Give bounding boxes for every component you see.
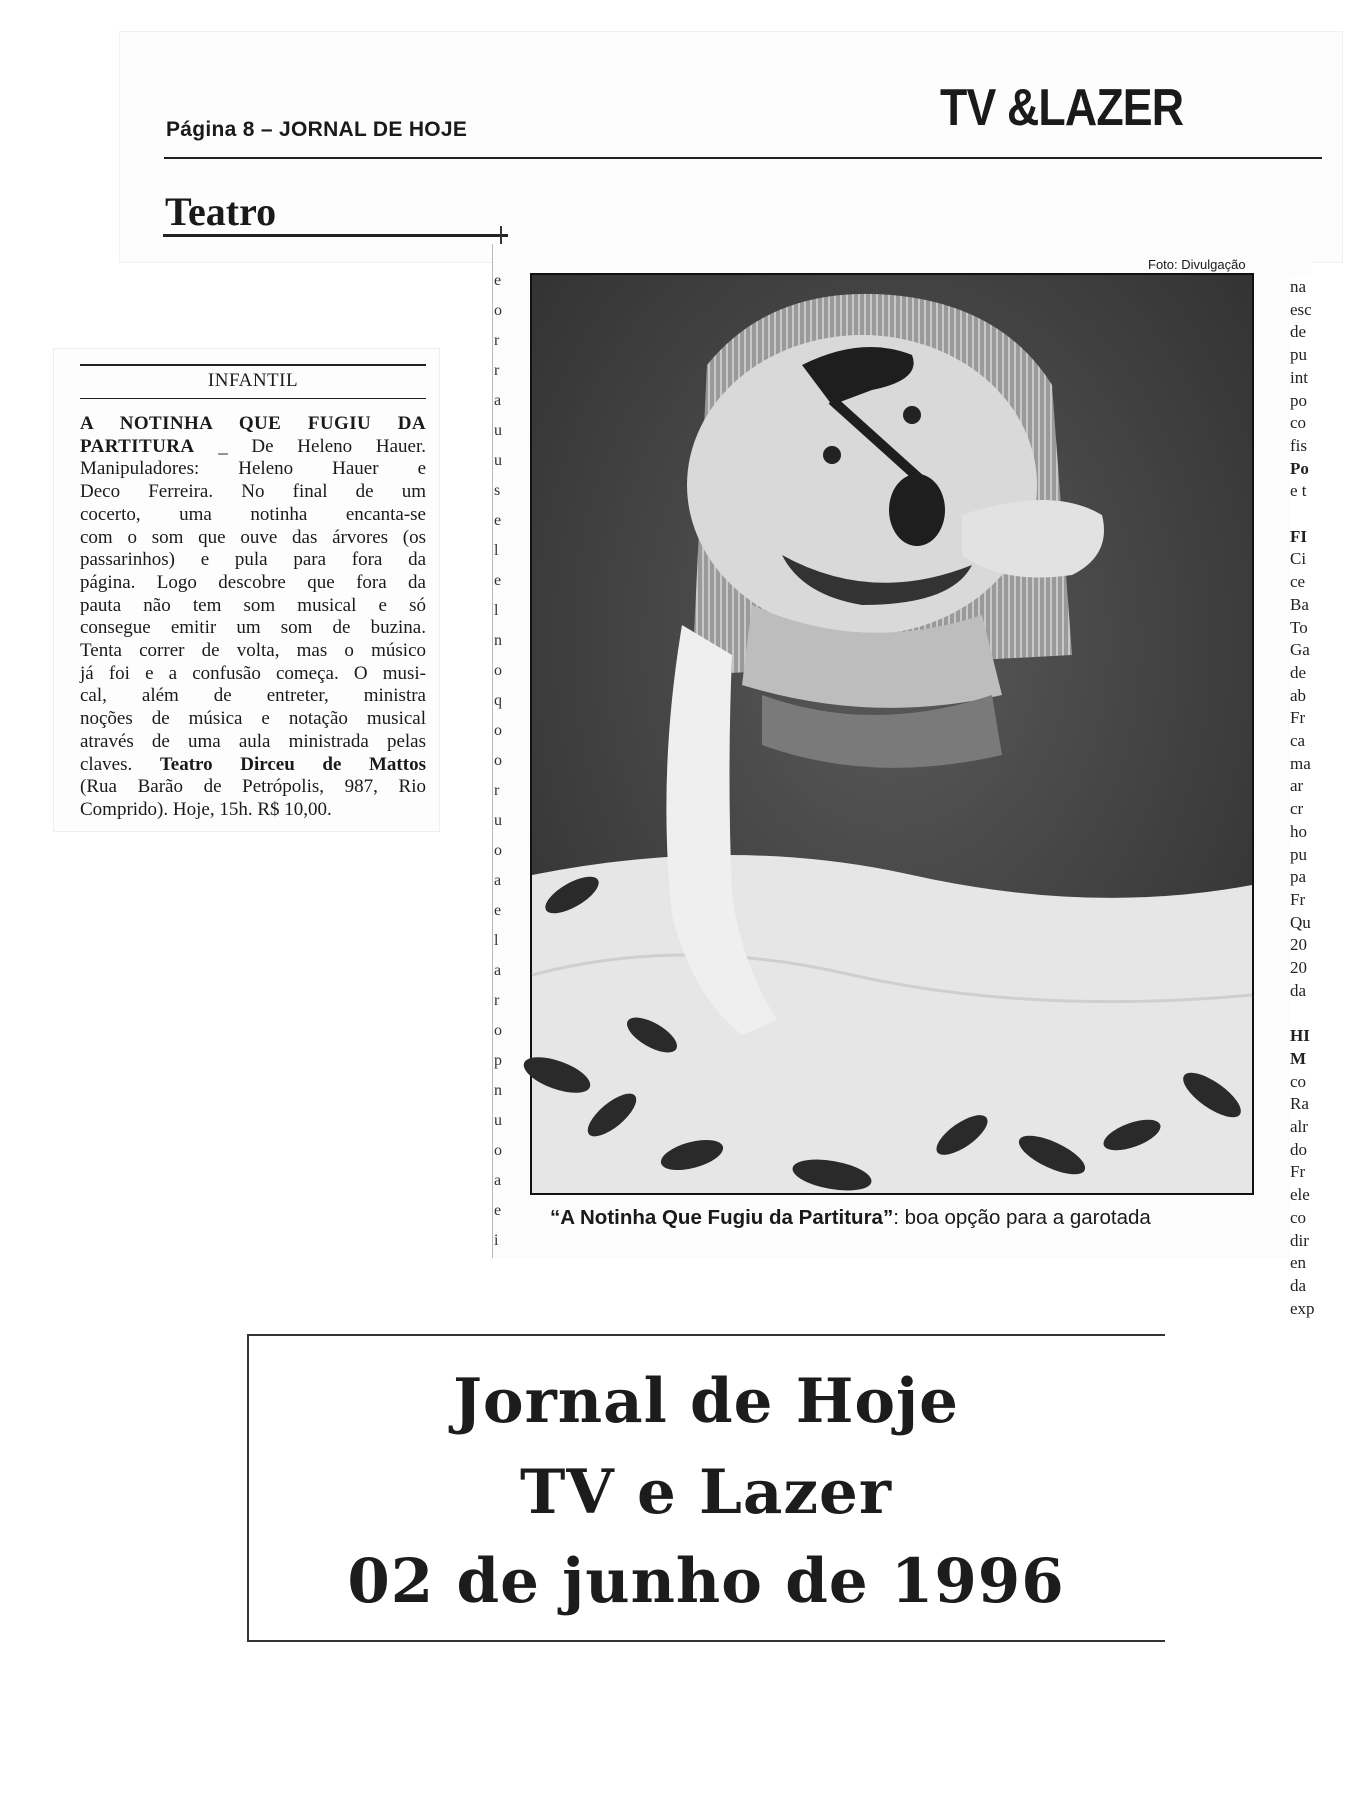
cut-text-fragment: M <box>1290 1048 1307 1068</box>
label-section: TV e Lazer <box>519 1457 892 1528</box>
listing-text: Manipuladores: Heleno Hauer e <box>80 458 426 480</box>
cut-text-fragment: e <box>494 902 502 919</box>
cut-text-fragment: o <box>494 302 502 319</box>
cut-text-fragment: Qu <box>1290 912 1311 932</box>
listing-text: através de uma aula ministrada pelas <box>80 730 426 752</box>
page-reference: Página 8 – JORNAL DE HOJE <box>166 118 468 141</box>
listing-line <box>80 617 426 640</box>
cut-text-fragment: n <box>494 632 502 649</box>
listing-bottom-rule <box>80 398 426 399</box>
cut-text-fragment: ce <box>1290 572 1306 592</box>
clipping-edge <box>492 244 493 1258</box>
listing-venue: Teatro Dirceu de Mattos <box>159 753 426 775</box>
listing-text: passarinhos) e pula para fora da <box>80 549 426 571</box>
cut-text-fragment: i <box>494 1232 499 1249</box>
cut-text-fragment: Fr <box>1290 1162 1306 1182</box>
cut-text-fragment: a <box>494 392 502 409</box>
cut-text-fragment: dir <box>1290 1230 1309 1250</box>
cut-text-fragment: ele <box>1290 1185 1310 1205</box>
cut-text-fragment: pu <box>1290 844 1307 864</box>
cut-text-fragment: r <box>494 362 500 379</box>
photo-credit: Foto: Divulgação <box>1148 257 1246 272</box>
listing-line <box>80 708 426 731</box>
listing-line <box>80 572 426 595</box>
section-title: TV &LAZER <box>940 79 1184 137</box>
cut-text-fragment: co <box>1290 1207 1307 1227</box>
cut-text-fragment: r <box>494 782 500 799</box>
cut-text-fragment: en <box>1290 1253 1307 1273</box>
cut-text-fragment: 20 <box>1290 958 1307 978</box>
listing-line <box>80 640 426 663</box>
puppet-illustration <box>532 275 1252 1193</box>
cut-text-fragment <box>1290 503 1326 526</box>
cut-text-fragment: l <box>494 932 499 949</box>
cut-text-fragment: a <box>494 962 502 979</box>
listing-line <box>80 754 426 777</box>
cut-text-fragment: Po <box>1290 458 1309 478</box>
listing-text: noções de música e notação musical <box>80 708 426 730</box>
cut-text-fragment: s <box>494 482 501 499</box>
listing-text: já foi e a confusão começa. O musi- <box>80 662 426 684</box>
cut-text-fragment: Ra <box>1290 1094 1309 1114</box>
label-date: 02 de junho de 1996 <box>347 1546 1065 1617</box>
cut-text-fragment: pu <box>1290 345 1307 365</box>
listing-text: Comprido). Hoje, 15h. R$ 10,00. <box>80 798 332 820</box>
listing-line <box>80 799 426 822</box>
cut-column-right <box>1290 276 1326 1318</box>
cut-text-fragment: Fr <box>1290 889 1306 909</box>
cut-text-fragment: na <box>1290 277 1307 296</box>
listing-text: (Rua Barão de Petrópolis, 987, Rio <box>80 776 426 798</box>
cut-text-fragment: o <box>494 1142 502 1159</box>
cut-text-fragment: Ci <box>1290 549 1307 569</box>
cut-text-fragment: u <box>494 1112 502 1129</box>
cut-text-fragment: u <box>494 422 502 439</box>
cut-text-fragment: n <box>494 1082 502 1099</box>
cut-text-fragment: esc <box>1290 299 1312 319</box>
listing-text: _ De Heleno Hauer. <box>194 435 426 457</box>
cut-text-fragment: a <box>494 1172 502 1189</box>
cut-text-fragment: e <box>494 572 502 589</box>
header-rule <box>164 157 1322 159</box>
cut-text-fragment: ab <box>1290 685 1307 705</box>
label-newspaper: Jornal de Hoje <box>453 1366 959 1437</box>
cut-text-fragment: r <box>494 992 500 1009</box>
cut-text-fragment: To <box>1290 617 1308 637</box>
listing-category: INFANTIL <box>207 370 299 391</box>
cut-text-fragment: a <box>494 872 502 889</box>
subsection-rule <box>163 234 508 237</box>
cut-text-fragment: e <box>494 1202 502 1219</box>
cut-text-fragment: do <box>1290 1139 1307 1159</box>
cut-text-fragment: co <box>1290 413 1307 433</box>
cut-text-fragment: cr <box>1290 799 1304 819</box>
listing-line <box>80 458 426 481</box>
puppet-photo <box>530 273 1254 1195</box>
listing-line <box>80 595 426 618</box>
listing-text: Tenta correr de volta, mas o músico <box>80 640 426 662</box>
listing-top-rule <box>80 364 426 366</box>
cut-text-fragment: Fr <box>1290 708 1306 728</box>
cut-text-fragment: e <box>494 272 502 289</box>
listing-text: cal, além de entreter, ministra <box>80 685 426 707</box>
listing-line <box>80 731 426 754</box>
cut-text-fragment: da <box>1290 980 1307 1000</box>
cut-text-fragment: po <box>1290 390 1307 410</box>
listing-line <box>80 504 426 527</box>
header-clipping <box>120 32 1342 262</box>
photo-caption <box>550 1206 1151 1230</box>
listing-text: claves. <box>80 753 160 775</box>
cut-text-fragment: o <box>494 752 502 769</box>
listing-line <box>80 413 426 436</box>
listing-line <box>80 481 426 504</box>
cut-text-fragment: fis <box>1290 435 1307 455</box>
cut-text-fragment: Ga <box>1290 640 1310 660</box>
listing-text: página. Logo descobre que fora da <box>80 571 426 593</box>
cut-text-fragment: int <box>1290 367 1308 387</box>
cut-text-fragment: e t <box>1290 481 1307 501</box>
cut-text-fragment: o <box>494 722 502 739</box>
listing-text: com o som que ouve das árvores (os <box>80 526 426 548</box>
cut-column-left <box>494 266 508 1256</box>
caption-title: “A Notinha Que Fugiu da Partitura” <box>550 1206 894 1229</box>
listing-text: cocerto, uma notinha encanta-se <box>80 503 426 525</box>
cut-text-fragment: da <box>1290 1275 1307 1295</box>
listing-line <box>80 776 426 799</box>
cut-text-fragment: l <box>494 542 499 559</box>
cut-text-fragment: o <box>494 842 502 859</box>
cut-text-fragment: de <box>1290 662 1307 682</box>
subsection-title: Teatro <box>165 189 277 234</box>
cut-text-fragment: FI <box>1290 526 1307 546</box>
caption-text: : boa opção para a garotada <box>893 1206 1151 1229</box>
cut-text-fragment: ho <box>1290 821 1307 841</box>
cut-text-fragment: exp <box>1290 1298 1315 1318</box>
cut-text-fragment: e <box>494 512 502 529</box>
listing-line <box>80 685 426 708</box>
cut-text-fragment: HI <box>1290 1026 1310 1046</box>
cut-text-fragment: 20 <box>1290 935 1307 955</box>
cut-text-fragment: co <box>1290 1071 1307 1091</box>
cut-text-fragment: o <box>494 662 502 679</box>
listing-text: consegue emitir um som de buzina. <box>80 617 426 639</box>
cut-text-fragment <box>1290 1003 1326 1026</box>
cut-text-fragment: u <box>494 452 502 469</box>
listing-line <box>80 549 426 572</box>
cut-text-fragment: de <box>1290 322 1307 342</box>
listing-text: pauta não tem som musical e só <box>80 594 426 616</box>
listing-line <box>80 527 426 550</box>
cut-text-fragment: q <box>494 692 502 709</box>
cut-text-fragment: alr <box>1290 1117 1308 1137</box>
listing-title: A NOTINHA QUE FUGIU DA <box>80 413 426 434</box>
cut-text-fragment: o <box>494 1022 502 1039</box>
cut-text-fragment: u <box>494 812 502 829</box>
column-tick <box>500 226 502 244</box>
cut-text-fragment: ar <box>1290 776 1304 796</box>
listing-title: PARTITURA <box>80 435 195 457</box>
cut-text-fragment: ca <box>1290 731 1306 751</box>
cut-text-fragment: r <box>494 332 500 349</box>
cut-text-fragment: Ba <box>1290 594 1309 614</box>
cut-text-fragment: ma <box>1290 753 1311 773</box>
listing-text: Deco Ferreira. No final de um <box>80 481 426 503</box>
listing-line <box>80 663 426 686</box>
listing-line <box>80 436 426 459</box>
cut-text-fragment: pa <box>1290 867 1307 887</box>
cut-text-fragment: l <box>494 602 499 619</box>
cut-text-fragment: p <box>494 1052 502 1069</box>
listing-body <box>80 413 426 822</box>
